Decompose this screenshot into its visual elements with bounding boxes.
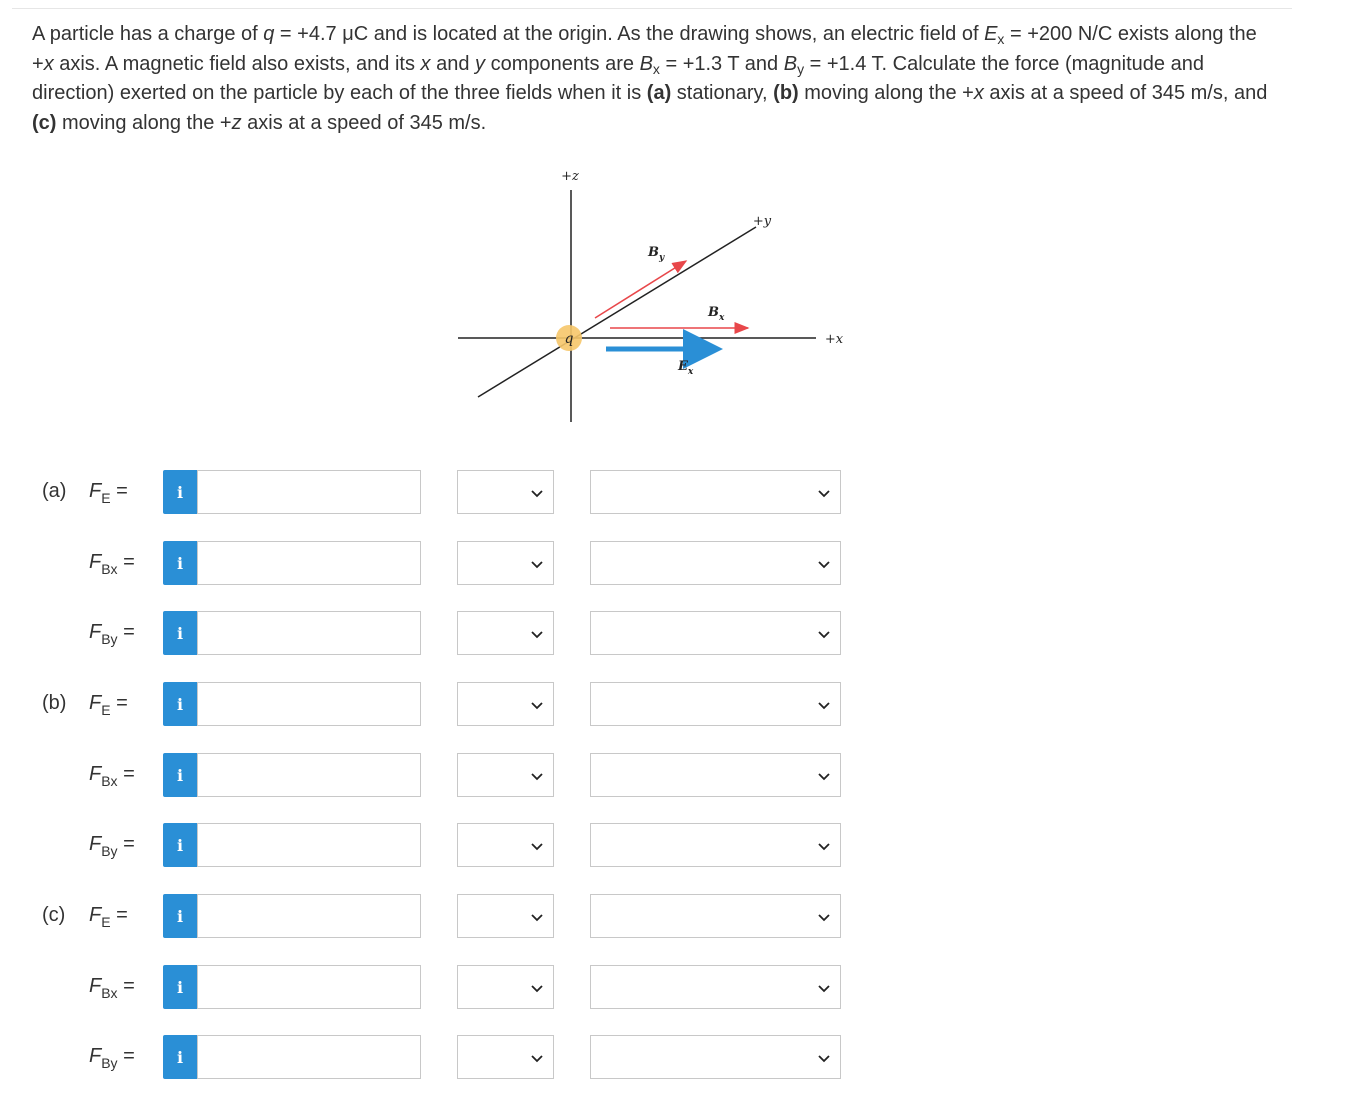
- magnitude-input[interactable]: [197, 965, 421, 1009]
- problem-statement: A particle has a charge of q = +4.7 μC and is located at the origin. As the drawing shows, an electric field of $E_x = +200$ N/C exists along the +x axis. A magnetic field also exists, and its x and y components are $B_x = +1.3$ T and $B_y = +1.4$ T. Calculate the force (magnitude and direction) exerted on the particle by each of the three fields when it is (a) stationary, (b) moving along the +x axis at a speed of 345 m/s, and (c) moving along the +z axis at a speed of 345 m/s.: [32, 23, 1268, 134]
- info-button[interactable]: [163, 753, 197, 797]
- answer-row: [0, 682, 1348, 726]
- units-select[interactable]: [457, 682, 554, 726]
- direction-select[interactable]: [590, 1035, 841, 1079]
- info-button[interactable]: [163, 1035, 197, 1079]
- chevron-down-icon: [529, 556, 545, 572]
- chevron-down-icon: [529, 838, 545, 854]
- units-select[interactable]: [457, 894, 554, 938]
- charge-label: q: [564, 331, 574, 347]
- answer-row: [0, 965, 1348, 1009]
- info-icon: i: [176, 623, 184, 643]
- part-label: (c): [42, 904, 66, 926]
- info-icon: i: [176, 906, 184, 926]
- chevron-down-icon: [816, 768, 832, 784]
- answer-row: [0, 470, 1348, 514]
- x-axis-label: +x: [824, 332, 844, 347]
- magnitude-input[interactable]: [197, 541, 421, 585]
- ex-label: $E_x$: [678, 359, 694, 377]
- answer-row: [0, 1035, 1348, 1079]
- force-label: $F_{By}$ =: [89, 833, 135, 859]
- direction-select[interactable]: [590, 470, 841, 514]
- magnitude-input[interactable]: [197, 611, 421, 655]
- units-select[interactable]: [457, 611, 554, 655]
- direction-select[interactable]: [590, 823, 841, 867]
- info-button[interactable]: [163, 682, 197, 726]
- direction-select[interactable]: [590, 753, 841, 797]
- units-select[interactable]: [457, 470, 554, 514]
- z-axis-label: +z: [561, 169, 579, 184]
- units-select[interactable]: [457, 541, 554, 585]
- chevron-down-icon: [529, 626, 545, 642]
- info-button[interactable]: [163, 823, 197, 867]
- chevron-down-icon: [816, 838, 832, 854]
- info-icon: i: [176, 1047, 184, 1067]
- chevron-down-icon: [816, 626, 832, 642]
- info-icon: i: [176, 835, 184, 855]
- force-label: $F_{Bx}$ =: [89, 551, 135, 577]
- answer-row: [0, 823, 1348, 867]
- answer-row: [0, 894, 1348, 938]
- by-arrow: [595, 261, 686, 318]
- chevron-down-icon: [816, 485, 832, 501]
- force-label: $F_{Bx}$ =: [89, 763, 135, 789]
- part-label: (b): [42, 692, 67, 714]
- chevron-down-icon: [816, 980, 832, 996]
- magnitude-input[interactable]: [197, 823, 421, 867]
- y-axis-label: +y: [752, 214, 772, 229]
- info-button[interactable]: [163, 470, 197, 514]
- chevron-down-icon: [816, 556, 832, 572]
- chevron-down-icon: [529, 697, 545, 713]
- info-button[interactable]: [163, 965, 197, 1009]
- answer-row: [0, 541, 1348, 585]
- magnitude-input[interactable]: [197, 753, 421, 797]
- answer-row: [0, 753, 1348, 797]
- direction-select[interactable]: [590, 611, 841, 655]
- magnitude-input[interactable]: [197, 470, 421, 514]
- direction-select[interactable]: [590, 541, 841, 585]
- by-label: $B_y$: [648, 245, 665, 263]
- chevron-down-icon: [816, 909, 832, 925]
- magnitude-input[interactable]: [197, 1035, 421, 1079]
- chevron-down-icon: [529, 980, 545, 996]
- chevron-down-icon: [816, 697, 832, 713]
- chevron-down-icon: [816, 1050, 832, 1066]
- chevron-down-icon: [529, 1050, 545, 1066]
- force-label: $F_{By}$ =: [89, 621, 135, 647]
- bx-label: $B_x$: [708, 305, 725, 323]
- units-select[interactable]: [457, 1035, 554, 1079]
- info-icon: i: [176, 553, 184, 573]
- units-select[interactable]: [457, 823, 554, 867]
- chevron-down-icon: [529, 768, 545, 784]
- info-button[interactable]: [163, 611, 197, 655]
- info-icon: i: [176, 694, 184, 714]
- part-label: (a): [42, 480, 67, 502]
- field-diagram: [450, 160, 860, 430]
- info-button[interactable]: [163, 894, 197, 938]
- force-label: $F_{By}$ =: [89, 1045, 135, 1071]
- direction-select[interactable]: [590, 894, 841, 938]
- units-select[interactable]: [457, 965, 554, 1009]
- direction-select[interactable]: [590, 682, 841, 726]
- magnitude-input[interactable]: [197, 682, 421, 726]
- info-icon: i: [176, 482, 184, 502]
- chevron-down-icon: [529, 485, 545, 501]
- force-label: $F_{Bx}$ =: [89, 975, 135, 1001]
- info-icon: i: [176, 977, 184, 997]
- force-label: $F_E$ =: [89, 480, 128, 506]
- answer-row: [0, 611, 1348, 655]
- chevron-down-icon: [529, 909, 545, 925]
- info-button[interactable]: [163, 541, 197, 585]
- force-label: $F_E$ =: [89, 692, 128, 718]
- direction-select[interactable]: [590, 965, 841, 1009]
- info-icon: i: [176, 765, 184, 785]
- magnitude-input[interactable]: [197, 894, 421, 938]
- force-label: $F_E$ =: [89, 904, 128, 930]
- units-select[interactable]: [457, 753, 554, 797]
